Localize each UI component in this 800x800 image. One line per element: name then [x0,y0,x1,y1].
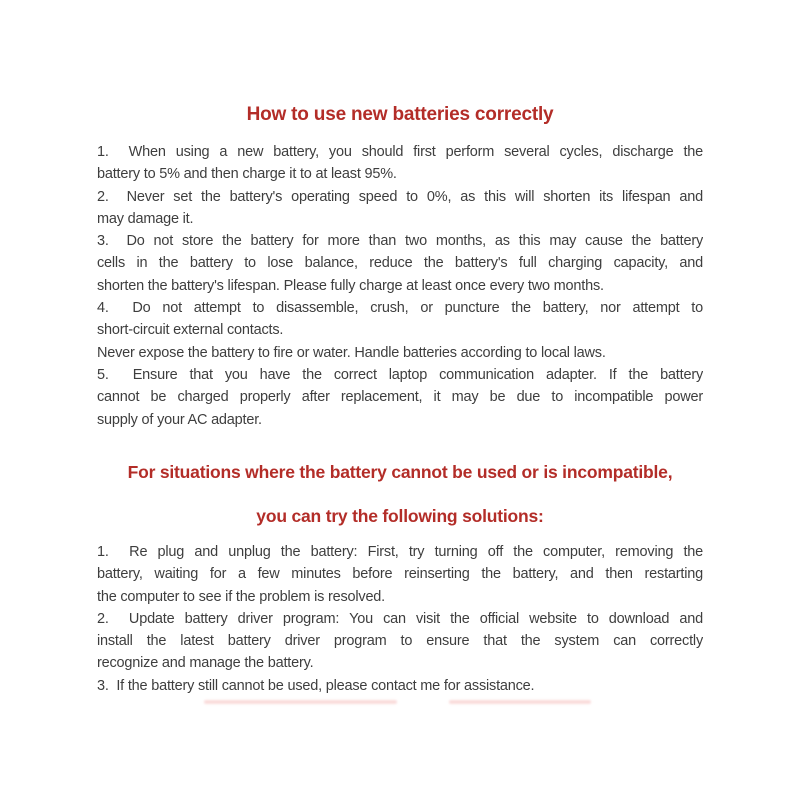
section-subtitle-line-2: you can try the following solutions: [256,506,544,526]
text-line: cells in the battery to lose balance, reduce the battery's full charging capacity, and [97,255,703,272]
instruction-paragraph [97,342,703,364]
text-line: recognize and manage the battery. [97,655,314,672]
instruction-paragraph [97,364,703,431]
section-subtitle-line-1: For situations where the battery cannot be used or is incompatible, [127,462,673,482]
text-line: Never expose the battery to fire or water. Handle batteries according to local laws. [97,344,606,361]
text-line: install the latest battery driver program to ensure that the system can correctly [97,633,703,650]
text-line: 3. If the battery still cannot be used, please contact me for assistance. [97,677,535,694]
text-line: 2. Update battery driver program: You can visit the official website to download and [97,610,703,627]
document-body [97,0,703,800]
text-line: shorten the battery's lifespan. Please fully charge at least once every two months. [97,277,604,294]
text-line: 1. Re plug and unplug the battery: First, try turning off the computer, removing the [97,544,703,560]
instructions-section [97,141,703,431]
solution-paragraph [97,675,703,697]
text-line: 3. Do not store the battery for more than two months, as this may cause the battery [97,233,703,250]
text-line: 1. When using a new battery, you should first perform several cycles, discharge the [97,144,703,160]
text-line: short-circuit external contacts. [97,322,284,339]
solutions-section [97,541,703,697]
solution-paragraph [97,608,703,675]
faint-underline-artifact [449,700,591,704]
text-line: battery, waiting for a few minutes before reinserting the battery, and then restarting [97,566,703,583]
text-line: battery to 5% and then charge it to at least 95%. [97,166,397,183]
text-line: may damage it. [97,210,194,227]
solution-paragraph [97,541,703,608]
instruction-paragraph [97,141,703,186]
text-line: 5. Ensure that you have the correct laptop communication adapter. If the battery [97,366,703,383]
document-title: How to use new batteries correctly [246,104,554,125]
text-line: the computer to see if the problem is resolved. [97,588,385,605]
text-line: supply of your AC adapter. [97,411,262,428]
text-line: 4. Do not attempt to disassemble, crush, or puncture the battery, nor attempt to [97,300,703,317]
faint-underline-artifact [204,700,397,704]
text-line: 2. Never set the battery's operating speed to 0%, as this will shorten its lifespan and [97,188,703,205]
instruction-paragraph [97,230,703,297]
text-line: cannot be charged properly after replacement, it may be due to incompatible power [97,389,703,406]
instruction-paragraph [97,297,703,342]
instruction-paragraph [97,186,703,231]
